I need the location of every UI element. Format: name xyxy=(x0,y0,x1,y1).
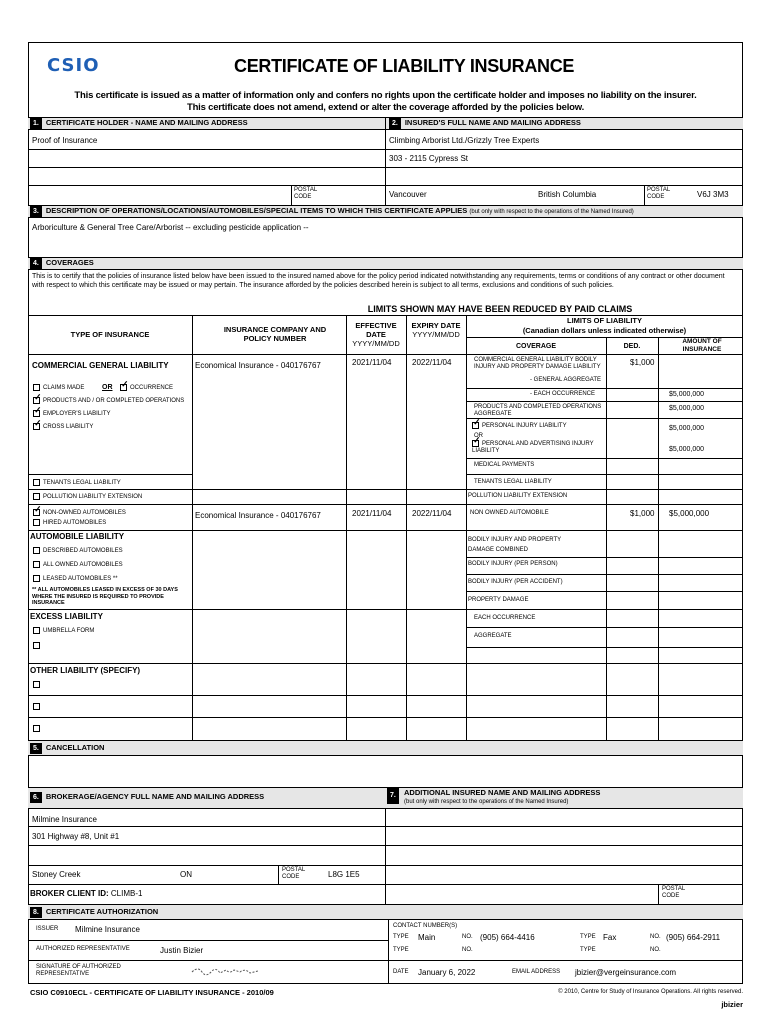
auto-bodily-property: BODILY INJURY AND PROPERTY DAMAGE COMBINED xyxy=(468,537,562,553)
section1-label: 1. CERTIFICATE HOLDER - NAME AND MAILING ADDRESS xyxy=(30,118,248,129)
section4-bar xyxy=(28,257,743,270)
col-coverage-header: COVERAGE xyxy=(515,343,557,350)
rep-label: AUTHORIZED REPRESENTATIVE xyxy=(36,946,130,952)
broker-postal-label: POSTAL CODE xyxy=(282,867,306,880)
cgl-expiry: 2022/11/04 xyxy=(412,358,452,367)
col-company-header: INSURANCE COMPANY AND POLICY NUMBER xyxy=(223,325,327,343)
auto-property-damage: PROPERTY DAMAGE xyxy=(468,597,529,603)
described-checkbox[interactable]: DESCRIBED AUTOMOBILES xyxy=(33,547,123,555)
user-id: jbizier xyxy=(721,1000,743,1009)
additional-postal-label: POSTAL CODE xyxy=(662,886,686,899)
cgl-products-amount: $5,000,000 xyxy=(669,405,705,412)
auto-bodily-accident: BODILY INJURY (PER ACCIDENT) xyxy=(468,579,563,585)
other-checkbox-1[interactable] xyxy=(33,680,43,689)
form-id: CSIO C0910ECL - CERTIFICATE OF LIABILITY INSURANCE - 2010/09 xyxy=(30,988,274,997)
col-effective-header: EFFECTIVE DATE YYYY/MM/DD xyxy=(352,321,400,348)
holder-postal-label: POSTAL CODE xyxy=(294,187,318,200)
contact-type3-label: TYPE xyxy=(393,947,409,953)
products-checkbox[interactable]: ✓PRODUCTS AND / OR COMPLETED OPERATIONS xyxy=(33,397,184,405)
col-amount-header: AMOUNT OF INSURANCE xyxy=(682,338,722,353)
cgl-each-occurrence-amount: $5,000,000 xyxy=(669,391,705,398)
col-limits-sub: (Canadian dollars unless indicated otherwise) xyxy=(522,326,687,335)
operations-description: Arboriculture & General Tree Care/Arborist -- excluding pesticide application -- xyxy=(32,223,309,232)
contact-no3-label: NO. xyxy=(462,947,473,953)
nonowned-expiry: 2022/11/04 xyxy=(412,509,452,518)
employers-checkbox[interactable]: ✓EMPLOYER'S LIABILITY xyxy=(33,410,111,418)
contact-type2-label: TYPE xyxy=(580,934,596,940)
cgl-personal-adv-amount: $5,000,000 xyxy=(669,446,705,453)
nonowned-checkbox[interactable]: ✓NON-OWNED AUTOMOBILES xyxy=(33,509,126,517)
contact-no2-label: NO. xyxy=(650,934,661,940)
claims-made-checkbox[interactable]: CLAIMS MADE xyxy=(33,384,84,392)
contact-type1-label: TYPE xyxy=(393,934,409,940)
auto-label: AUTOMOBILE LIABILITY xyxy=(30,532,125,541)
section5-label: 5. CANCELLATION xyxy=(30,743,104,754)
insured-province: British Columbia xyxy=(538,190,597,199)
nonowned-company: Economical Insurance - 040176767 xyxy=(195,511,321,520)
issuer-label: ISSUER xyxy=(36,926,59,932)
or-text: OR xyxy=(102,384,113,391)
issuer-value: Milmine Insurance xyxy=(75,925,140,934)
auto-bodily-person: BODILY INJURY (PER PERSON) xyxy=(468,561,558,567)
cgl-coverage-or: OR xyxy=(474,433,483,439)
broker-client-id: BROKER CLIENT ID: CLIMB-1 xyxy=(30,889,143,898)
notice-line1: This certificate is issued as a matter of information only and confers no rights upon the certificate holder and imposes no liability on the insurer. xyxy=(74,90,697,101)
broker-province: ON xyxy=(180,870,192,879)
contact-no1: (905) 664-4416 xyxy=(480,933,535,942)
broker-postal-code: L8G 1E5 xyxy=(328,870,360,879)
cgl-pollution: POLLUTION LIABILITY EXTENSION xyxy=(468,493,568,499)
all-owned-checkbox[interactable]: ALL OWNED AUTOMOBILES xyxy=(33,561,123,569)
insured-name: Climbing Arborist Ltd./Grizzly Tree Experts xyxy=(389,136,540,145)
section5-bar xyxy=(28,740,743,756)
holder-name: Proof of Insurance xyxy=(32,136,98,145)
date-label: DATE xyxy=(393,969,409,975)
cgl-effective: 2021/11/04 xyxy=(352,358,392,367)
notice-line2: This certificate does not amend, extend or alter the coverage afforded by the policies below. xyxy=(186,102,585,113)
email-label: EMAIL ADDRESS xyxy=(512,969,561,975)
personal-adv-checkbox[interactable]: ✓PERSONAL AND ADVERTISING INJURY LIABILITY xyxy=(472,440,607,455)
cgl-each-occurrence: - EACH OCCURRENCE xyxy=(530,391,596,397)
section8-label: 8. CERTIFICATE AUTHORIZATION xyxy=(30,907,158,918)
email-value: jbizier@vergeinsurance.com xyxy=(575,968,677,977)
section7-label: 7. xyxy=(387,788,403,804)
col-ded-header: DED. xyxy=(623,343,641,350)
cgl-company: Economical Insurance - 040176767 xyxy=(195,361,321,370)
leased-checkbox[interactable]: LEASED AUTOMOBILES ** xyxy=(33,575,118,583)
excess-each-occurrence: EACH OCCURRENCE xyxy=(474,615,536,621)
rep-value: Justin Bizier xyxy=(160,946,204,955)
csio-logo: CSIO xyxy=(47,55,100,76)
hired-checkbox[interactable]: HIRED AUTOMOBILES xyxy=(33,519,106,527)
leased-note: ** ALL AUTOMOBILES LEASED IN EXCESS OF 30 DAYS WHERE THE INSURED IS REQUIRED TO PROVIDE INSURANCE xyxy=(32,587,178,606)
other-checkbox-2[interactable] xyxy=(33,702,43,711)
other-checkbox-3[interactable] xyxy=(33,724,43,733)
occurrence-checkbox[interactable]: ✓ OCCURRENCE xyxy=(120,384,173,392)
date-value: January 6, 2022 xyxy=(418,968,476,977)
section2-label: 2. INSURED'S FULL NAME AND MAILING ADDRESS xyxy=(389,118,581,129)
cross-checkbox[interactable]: ✓CROSS LIABILITY xyxy=(33,423,93,431)
cgl-general-aggregate: - GENERAL AGGREGATE xyxy=(530,377,602,383)
copyright: © 2010, Centre for Study of Insurance Operations. All rights reserved. xyxy=(558,989,743,995)
excess-blank-checkbox[interactable] xyxy=(33,641,43,650)
insured-postal-label: POSTAL CODE xyxy=(647,187,671,200)
umbrella-checkbox[interactable]: UMBRELLA FORM xyxy=(33,627,94,635)
excess-label: EXCESS LIABILITY xyxy=(30,612,103,621)
nonowned-ded: $1,000 xyxy=(630,509,655,518)
contact-no1-label: NO. xyxy=(462,934,473,940)
contact-no2: (905) 664-2911 xyxy=(666,933,721,942)
tenants-checkbox[interactable]: TENANTS LEGAL LIABILITY xyxy=(33,479,121,487)
cgl-medical: MEDICAL PAYMENTS xyxy=(474,462,535,468)
contact-type4-label: TYPE xyxy=(580,947,596,953)
cgl-coverage-bodily: COMMERCIAL GENERAL LIABILITY BODILY INJURY AND PROPERTY DAMAGE LIABILITY xyxy=(474,357,601,370)
section7-title: ADDITIONAL INSURED NAME AND MAILING ADDRESS xyxy=(404,788,601,797)
coverages-intro: This is to certify that the policies of insurance listed below have been issued to the insured named above for the policy period indicated notwithstanding any requirements, terms or conditions of any contract or other document with respect to which this certificate may be issued or may pertain. The insurance afforded by the policies described herein is subject to all terms, exclusions and conditions of such policies. xyxy=(32,273,725,289)
nonowned-effective: 2021/11/04 xyxy=(352,509,392,518)
insured-postal-code: V6J 3M3 xyxy=(697,190,729,199)
nonowned-coverage: NON OWNED AUTOMOBILE xyxy=(470,510,549,516)
other-label: OTHER LIABILITY (SPECIFY) xyxy=(30,666,141,675)
cgl-products-aggregate: PRODUCTS AND COMPLETED OPERATIONS AGGREGATE xyxy=(474,404,602,417)
broker-address: 301 Highway #8, Unit #1 xyxy=(32,832,120,841)
section4-label: 4. COVERAGES xyxy=(30,258,94,269)
insured-city: Vancouver xyxy=(389,190,427,199)
page-title: CERTIFICATE OF LIABILITY INSURANCE xyxy=(234,56,575,76)
cgl-label: COMMERCIAL GENERAL LIABILITY xyxy=(32,361,169,370)
section6-label: 6. BROKERAGE/AGENCY FULL NAME AND MAILING ADDRESS xyxy=(30,792,264,803)
signature-label: SIGNATURE OF AUTHORIZED REPRESENTATIVE xyxy=(36,964,121,977)
contact-label: CONTACT NUMBER(S) xyxy=(393,923,458,929)
col-expiry-header: EXPIRY DATE YYYY/MM/DD xyxy=(411,321,461,339)
col-limits-header: LIMITS OF LIABILITY xyxy=(567,316,642,325)
section3-label: 3. DESCRIPTION OF OPERATIONS/LOCATIONS/AUTOMOBILES/SPECIAL ITEMS TO WHICH THIS CERTIFICATE APPLIES (but only with respect to the operations of the Named Insured) xyxy=(30,206,634,217)
contact-type1: Main xyxy=(418,933,436,942)
cgl-ded: $1,000 xyxy=(630,358,655,367)
limits-reduced-note: LIMITS SHOWN MAY HAVE BEEN REDUCED BY PAID CLAIMS xyxy=(367,304,633,314)
pollution-checkbox[interactable]: POLLUTION LIABILITY EXTENSION xyxy=(33,493,142,501)
excess-aggregate: AGGREGATE xyxy=(474,633,512,639)
cgl-personal-amount: $5,000,000 xyxy=(669,425,705,432)
personal-injury-checkbox[interactable]: ✓PERSONAL INJURY LIABILITY xyxy=(472,422,567,430)
nonowned-amount: $5,000,000 xyxy=(669,509,710,518)
signature-image xyxy=(190,964,260,980)
cgl-tenants: TENANTS LEGAL LIABILITY xyxy=(474,479,552,485)
col-type-header: TYPE OF INSURANCE xyxy=(70,330,150,339)
broker-name: Milmine Insurance xyxy=(32,815,97,824)
contact-type2: Fax xyxy=(603,933,617,942)
insured-address: 303 - 2115 Cypress St xyxy=(389,154,469,163)
contact-no4-label: NO. xyxy=(650,947,661,953)
broker-city: Stoney Creek xyxy=(32,870,81,879)
section7-note: (but only with respect to the operations of the Named Insured) xyxy=(404,799,569,805)
